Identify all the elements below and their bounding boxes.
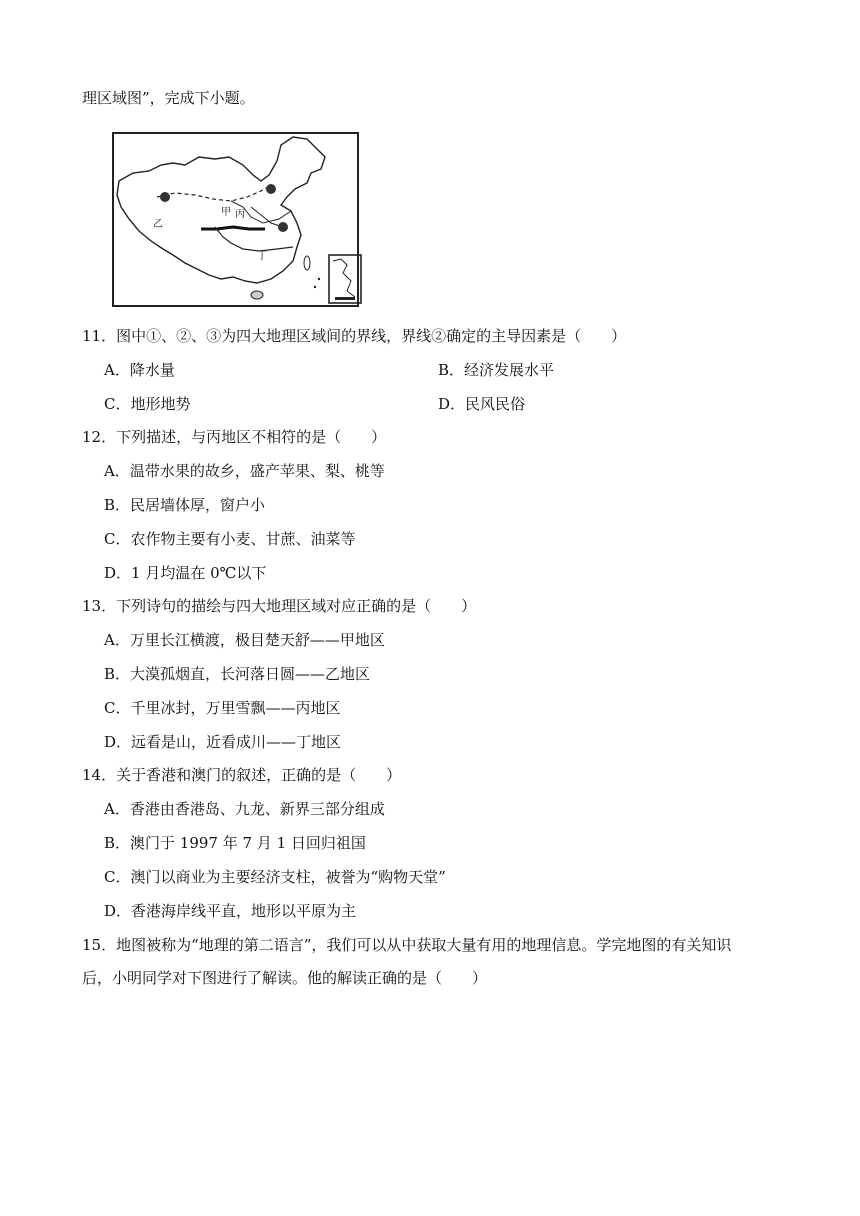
question-12-option-c[interactable]: C．农作物主要有小麦、甘蔗、油菜等 <box>104 530 356 548</box>
boundary-line-2 <box>201 227 265 229</box>
island-dot <box>314 286 316 288</box>
question-15-stem-line1: 15．地图被称为“地理的第二语言”，我们可以从中获取大量有用的地理信息。学完地图的有关知识 <box>82 936 732 954</box>
question-11-option-d[interactable]: D．民风民俗 <box>438 395 526 413</box>
region-label-jia: 甲 <box>221 207 231 218</box>
question-14-stem: 14．关于香港和澳门的叙述，正确的是（ ） <box>82 766 402 784</box>
question-14-option-d[interactable]: D．香港海岸线平直，地形以平原为主 <box>104 902 357 920</box>
question-13-option-d[interactable]: D．远看是山，近看成川——丁地区 <box>104 733 342 751</box>
region-label-bing: 丙 <box>235 209 245 220</box>
question-11-option-a[interactable]: A．降水量 <box>104 361 175 379</box>
marker-2 <box>266 184 276 194</box>
qinling-huaihe <box>251 207 283 227</box>
question-14-option-b[interactable]: B．澳门于 1997 年 7 月 1 日回归祖国 <box>104 834 366 852</box>
south-sea-inset <box>329 255 361 303</box>
question-14-option-a[interactable]: A．香港由香港岛、九龙、新界三部分组成 <box>104 800 385 818</box>
question-12-option-a[interactable]: A．温带水果的故乡，盛产苹果、梨、桃等 <box>104 462 385 480</box>
boundary-line-1 <box>157 185 271 201</box>
region-label-yi: 乙 <box>153 219 163 230</box>
island-dot <box>318 278 320 280</box>
question-14-option-c[interactable]: C．澳门以商业为主要经济支柱，被誉为“购物天堂” <box>104 868 446 886</box>
region-label-ding: 丁 <box>257 251 267 262</box>
marker-1 <box>160 192 170 202</box>
intro-text: 理区域图”，完成下小题。 <box>82 89 255 107</box>
question-11-stem: 11．图中①、②、③为四大地理区域间的界线，界线②确定的主导因素是（ ） <box>82 327 627 345</box>
question-12-option-b[interactable]: B．民居墙体厚，窗户小 <box>104 496 266 514</box>
inset-scale-bar <box>335 297 355 300</box>
question-11-option-c[interactable]: C．地形地势 <box>104 395 191 413</box>
question-12-option-d[interactable]: D．1 月均温在 0℃以下 <box>104 564 267 582</box>
taiwan-island <box>304 256 310 270</box>
marker-3 <box>278 222 288 232</box>
inset-coast <box>333 259 355 297</box>
question-13-option-a[interactable]: A．万里长江横渡，极目楚天舒——甲地区 <box>104 631 385 649</box>
china-region-map <box>111 131 365 309</box>
question-13-option-b[interactable]: B．大漠孤烟直，长河落日圆——乙地区 <box>104 665 371 683</box>
question-12-stem: 12．下列描述，与丙地区不相符的是（ ） <box>82 428 387 446</box>
question-13-stem: 13．下列诗句的描绘与四大地理区域对应正确的是（ ） <box>82 597 477 615</box>
question-13-option-c[interactable]: C．千里冰封，万里雪飘——丙地区 <box>104 699 341 717</box>
question-11-option-b[interactable]: B．经济发展水平 <box>438 361 555 379</box>
question-15-stem-line2: 后，小明同学对下图进行了解读。他的解读正确的是（ ） <box>82 969 488 987</box>
hainan-island <box>251 291 263 299</box>
